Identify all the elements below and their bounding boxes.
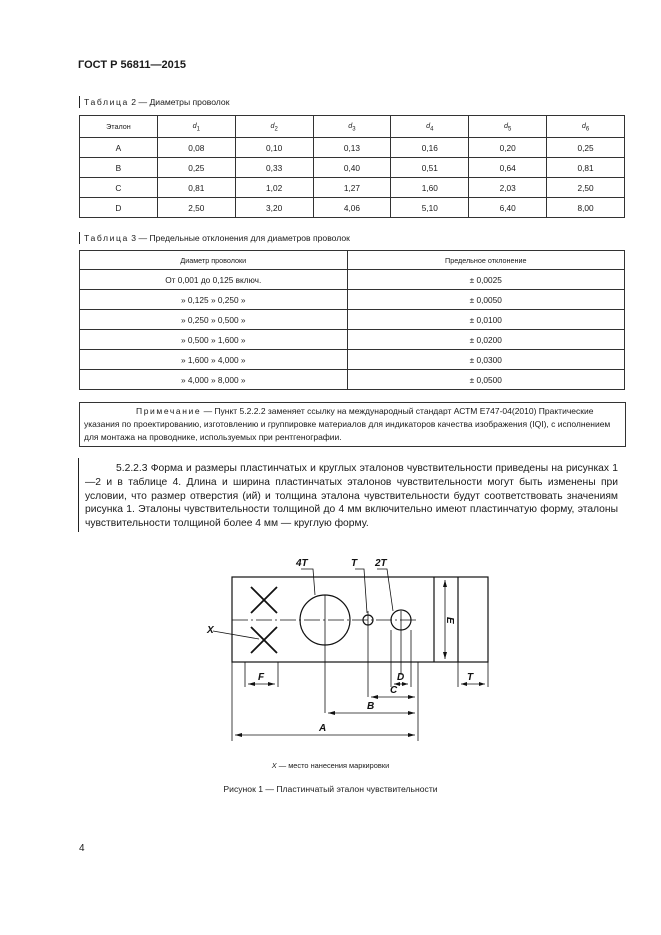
- label-c: C: [390, 685, 398, 696]
- table-cell: 0,33: [235, 158, 313, 178]
- leader-x: [213, 631, 259, 639]
- label-e: E: [444, 617, 455, 624]
- table-cell: » 0,500 » 1,600 »: [80, 330, 348, 350]
- table-cell: 0,81: [547, 158, 625, 178]
- table-cell: 0,16: [391, 138, 469, 158]
- page-header: ГОСТ Р 56811—2015: [78, 59, 186, 71]
- table-cell: 0,08: [157, 138, 235, 158]
- table3-caption-text: 3 — Предельные отклонения для диаметров проволок: [131, 233, 350, 243]
- table2-caption: [84, 97, 229, 107]
- table-cell: 1,02: [235, 178, 313, 198]
- table-row: [80, 270, 625, 290]
- header-cell: Предельное отклонение: [347, 251, 625, 270]
- header-cell: $d_6$: [547, 116, 625, 138]
- table-row: [80, 310, 625, 330]
- table3-caption-word: Таблица: [84, 233, 129, 243]
- table-cell: 2,50: [547, 178, 625, 198]
- table-cell: От 0,001 до 0,125 включ.: [80, 270, 348, 290]
- note-label: Примечание: [136, 406, 202, 416]
- note-text: — Пункт 5.2.2.2 заменяет ссылку на международный стандарт АСТМ Е747-04(2010) Практические указания по проектированию, изготовлению и группировке материалов для индикаторов качества изображения (IQI), с исполнением для монтажа на проводнике, используемых при рентгенографии.: [84, 406, 611, 442]
- header-cell: $d_5$: [469, 116, 547, 138]
- figure-caption: Рисунок 1 — Пластинчатый эталон чувствительности: [223, 784, 438, 794]
- table-cell: 8,00: [547, 198, 625, 218]
- legend-symbol: X: [271, 761, 277, 770]
- figure-legend: [0, 761, 661, 770]
- label-dim-t: T: [467, 672, 474, 683]
- table-cell: 0,13: [313, 138, 391, 158]
- table-cell: ± 0,0025: [347, 270, 625, 290]
- table-cell: ± 0,0300: [347, 350, 625, 370]
- table-cell: 0,40: [313, 158, 391, 178]
- leader-t: [355, 569, 367, 613]
- table-row: [80, 158, 625, 178]
- table-cell: ± 0,0200: [347, 330, 625, 350]
- label-a: A: [319, 723, 327, 734]
- table2-caption-text: 2 — Диаметры проволок: [131, 97, 230, 107]
- table-row: [80, 138, 625, 158]
- note-box: [79, 402, 626, 447]
- plate-iqi-drawing: [205, 555, 495, 745]
- label-x: X: [207, 625, 214, 636]
- table-cell: B: [80, 158, 158, 178]
- table-header-row: [80, 251, 625, 270]
- table-cell: 3,20: [235, 198, 313, 218]
- header-cell: $d_4$: [391, 116, 469, 138]
- table-cell: 0,81: [157, 178, 235, 198]
- wire-diameters-table: [79, 115, 625, 218]
- table-cell: 0,20: [469, 138, 547, 158]
- table-cell: » 0,250 » 0,500 »: [80, 310, 348, 330]
- table3-caption: [84, 233, 350, 243]
- body-paragraph: [85, 462, 618, 531]
- legend-text: — место нанесения маркировки: [276, 761, 390, 770]
- leader-4t: [301, 569, 315, 595]
- table-cell: 0,64: [469, 158, 547, 178]
- label-f: F: [258, 672, 265, 683]
- header-cell: $d_3$: [313, 116, 391, 138]
- change-bar: [79, 232, 80, 244]
- table-cell: 0,25: [157, 158, 235, 178]
- leader-2t: [377, 569, 393, 611]
- table-cell: ± 0,0050: [347, 290, 625, 310]
- label-4t: 4T: [296, 558, 308, 569]
- header-cell: $d_2$: [235, 116, 313, 138]
- table-row: [80, 350, 625, 370]
- table-cell: 5,10: [391, 198, 469, 218]
- table-header-row: [80, 116, 625, 138]
- label-2t: 2T: [375, 558, 387, 569]
- table-cell: » 0,125 » 0,250 »: [80, 290, 348, 310]
- table-cell: A: [80, 138, 158, 158]
- table-cell: 1,27: [313, 178, 391, 198]
- paragraph-5-2-2-3: 5.2.2.3 Форма и размеры пластинчатых и круглых эталонов чувствительности приведены на рисунках 1—2 и в таблице 4. Длина и ширина пластинчатых эталонов чувствительности могут быть изменены при условии, что размер отверстия (ий) и толщина эталона чувствительности будут соответствовать значениям рисунка 1. Эталоны чувствительности толщиной до 4 мм включительно имеют пластинчатую форму, эталоны чувствительности толщиной более 4 мм — круглую форму.: [85, 463, 618, 530]
- table-row: [80, 178, 625, 198]
- table-cell: 0,51: [391, 158, 469, 178]
- table-row: [80, 370, 625, 390]
- table-row: [80, 290, 625, 310]
- table-cell: 2,03: [469, 178, 547, 198]
- header-cell: $d_1$: [157, 116, 235, 138]
- table-cell: ± 0,0500: [347, 370, 625, 390]
- label-d: D: [397, 672, 405, 683]
- table-cell: D: [80, 198, 158, 218]
- table-row: [80, 198, 625, 218]
- header-cell: Диаметр проволоки: [80, 251, 348, 270]
- page-number: 4: [79, 843, 85, 854]
- table-row: [80, 330, 625, 350]
- table-cell: 2,50: [157, 198, 235, 218]
- table-cell: 1,60: [391, 178, 469, 198]
- change-bar: [78, 458, 79, 532]
- table-cell: » 4,000 » 8,000 »: [80, 370, 348, 390]
- table-cell: » 1,600 » 4,000 »: [80, 350, 348, 370]
- table2-caption-word: Таблица: [84, 97, 129, 107]
- diameter-tolerances-table: [79, 250, 625, 390]
- marking-cross-bottom: [251, 627, 277, 653]
- table-cell: 4,06: [313, 198, 391, 218]
- table-cell: 6,40: [469, 198, 547, 218]
- change-bar: [79, 96, 80, 108]
- label-b: B: [367, 701, 375, 712]
- marking-cross-top: [251, 587, 277, 613]
- table-cell: 0,10: [235, 138, 313, 158]
- label-t: T: [351, 558, 358, 569]
- table-cell: 0,25: [547, 138, 625, 158]
- header-cell: Эталон: [80, 116, 158, 138]
- table-cell: ± 0,0100: [347, 310, 625, 330]
- table-cell: C: [80, 178, 158, 198]
